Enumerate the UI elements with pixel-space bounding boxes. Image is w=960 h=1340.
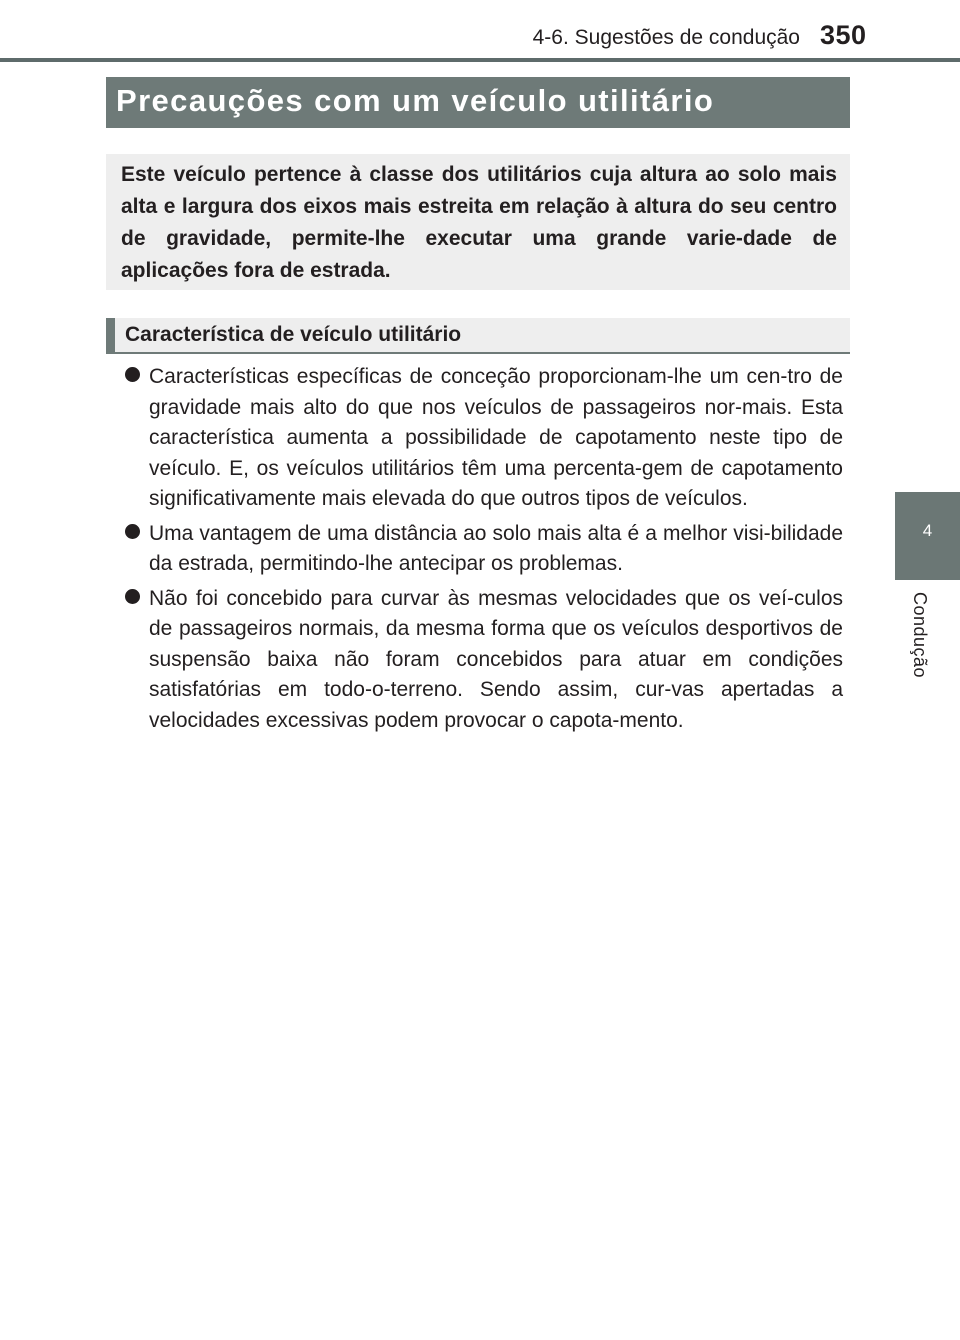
bullet-icon [125,589,140,604]
intro-box [106,154,850,290]
subheading-bar [106,318,850,354]
bullet-text: Características específicas de conceção proporcionam-lhe um cen-tro de gravidade mais alto do que nos veículos de passageiros nor-mais. Esta característica aumenta a possibilidade de capotamento neste tipo de veículo. E, os veículos utilitários têm uma percenta-gem de capotamento significativamente mais elevada do que outros tipos de veículos. [149,365,843,510]
section-title-bar [106,77,850,128]
section-title: Precauções com um veículo utilitário [116,83,715,118]
subheading: Característica de veículo utilitário [125,323,462,346]
intro-text: Este veículo pertence à classe dos utilitários cuja altura ao solo mais alta e largura dos eixos mais estreita em relação à altura do seu centro de gravidade, permite-lhe executar uma grande varie-dade de aplicações fora de estrada. [121,163,837,282]
bullet-icon [125,524,140,539]
subheading-marker [106,318,115,354]
bullet-text: Não foi concebido para curvar às mesmas velocidades que os veí-culos de passageiros normais, da mesma forma que os veículos desportivos de suspensão baixa não foram concebidos para atuar em condições satisfatórias em todo-o-terreno. Sendo assim, cur-vas apertadas a velocidades excessivas podem provocar o capota-mento. [149,586,843,732]
page-number: 350 [820,20,867,50]
header-divider [0,58,960,62]
bullet-icon [125,367,140,382]
chapter-number: 4 [922,521,933,540]
bullet-list [125,362,843,740]
chapter-tab [895,492,960,580]
list-item [125,362,843,515]
running-header-section: 4-6. Sugestões de condução [532,26,800,49]
list-item [125,584,843,737]
chapter-label: Condução [910,592,930,679]
chapter-tab-label-area [895,580,960,700]
list-item [125,519,843,580]
bullet-text: Uma vantagem de uma distância ao solo mais alta é a melhor visi-bilidade da estrada, permitindo-lhe antecipar os problemas. [149,521,843,575]
